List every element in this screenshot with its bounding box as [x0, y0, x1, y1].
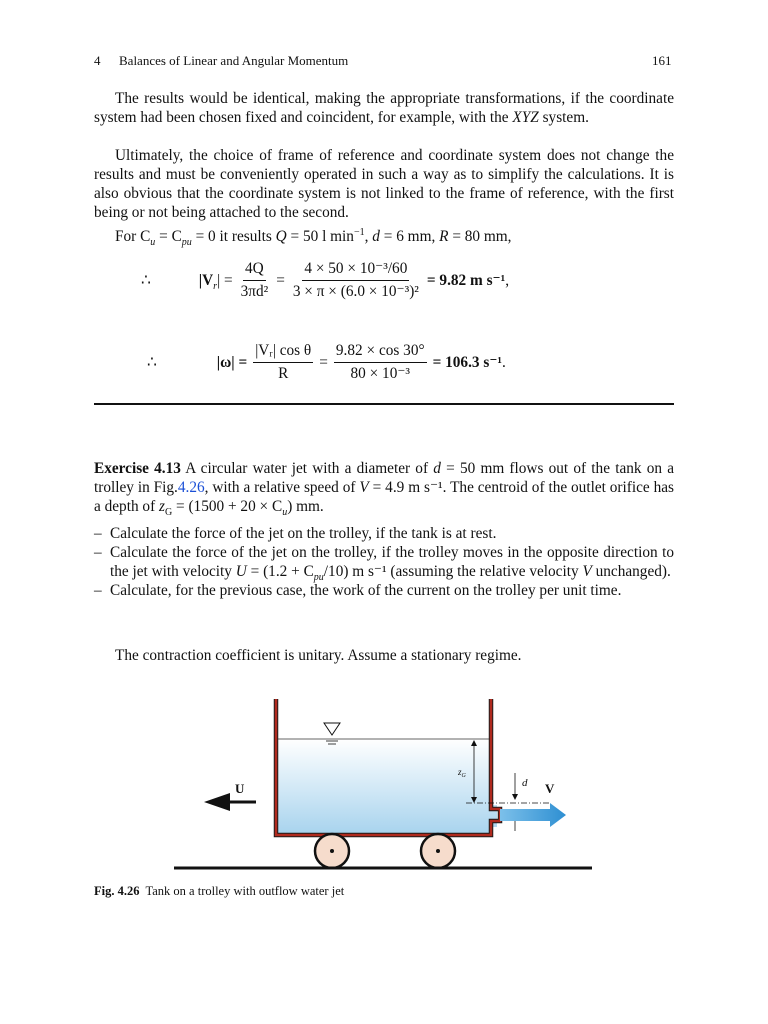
running-header: [94, 53, 348, 69]
v-label: V: [545, 781, 555, 796]
task-2-sub: pu: [313, 572, 324, 584]
cu-symbol: C: [140, 228, 151, 245]
section-divider: [94, 403, 674, 405]
zg-sub: G: [164, 507, 173, 519]
task-2-text-d: unchanged).: [595, 563, 671, 580]
r-value: = 80 mm,: [452, 228, 512, 245]
caption-label: Fig. 4.26: [94, 884, 140, 898]
q-exp: −1: [353, 226, 365, 238]
eq1-tail: ,: [505, 271, 510, 289]
eq2-f1-numerator: |Vᵣ| cos θ: [253, 342, 313, 363]
cu-sub: u: [150, 237, 156, 249]
eq2-f1-denominator: R: [278, 365, 289, 382]
tank-trolley-figure: [160, 695, 600, 875]
equation-omega: [147, 342, 506, 383]
chapter-title: Balances of Linear and Angular Momentum: [119, 53, 349, 68]
v-symbol: V: [582, 563, 592, 580]
caption-text: Tank on a trolley with outflow water jet: [145, 884, 345, 898]
eq1-f1-numerator: 4Q: [243, 260, 266, 281]
eq2-equals: =: [319, 353, 328, 371]
chapter-number: 4: [94, 53, 101, 68]
paragraph-1-end: system.: [542, 109, 589, 126]
xyz-symbol: XYZ: [512, 109, 539, 126]
list-item: – Calculate, for the previous case, the work of the current on the trolley per unit time.: [94, 582, 622, 599]
eq2-result: = 106.3 s⁻¹: [432, 354, 502, 371]
zg-sub2: u: [282, 507, 288, 519]
zg-label: $z_G$: [458, 767, 466, 779]
eq1-f1-denominator: 3πd²: [240, 283, 269, 300]
task-list: [94, 524, 674, 600]
therefore-symbol-2: ∴: [147, 354, 157, 371]
eq2-fraction-numeric: [334, 342, 427, 383]
water-jet: [500, 803, 566, 827]
closing-statement: The contraction coefficient is unitary. Assume a stationary regime.: [115, 647, 522, 664]
exercise-v-symbol: V: [359, 479, 369, 496]
exercise-text-b: , with a relative speed of: [204, 479, 356, 496]
given-values: For $C_u = C_{pu} = 0$ it results Q = 50 l $\min^{-1}$, d = 6 mm, R = 80 mm,: [115, 226, 512, 249]
u-arrow: [204, 793, 230, 811]
eq1-lhs: $|V_r|$ =: [198, 271, 233, 292]
zg-symbol: z: [159, 498, 165, 515]
paragraph-1-text: The results would be identical, making the appropriate transformations, if the coordinate system had been chosen fixed and coincident, for example, with the: [94, 90, 674, 126]
eq1-equals: =: [276, 271, 285, 289]
list-item: – Calculate the force of the jet on the trolley, if the trolley moves in the opposite direction to the jet with velocity $U = (1.2 + C_{pu}/10)$ m s⁻¹ (assuming the relative velocity V unchanged).: [94, 544, 674, 584]
equation-vr: [141, 260, 509, 301]
d-value: = 6 mm,: [383, 228, 436, 245]
paragraph-2: [94, 146, 674, 222]
eq2-lhs: |ω| =: [216, 353, 248, 371]
exercise-statement: [94, 459, 675, 519]
paragraph-1: [94, 89, 674, 127]
given-zero: = 0 it results: [195, 228, 272, 245]
eq1-f2-denominator: 3 × π × (6.0 × 10⁻³)²: [292, 283, 419, 300]
cpu-symbol: C: [171, 228, 182, 245]
page-number: 161: [652, 53, 672, 68]
task-3-text: Calculate, for the previous case, the work of the current on the trolley per unit time.: [110, 582, 622, 599]
exercise-d-symbol: d: [433, 460, 441, 477]
eq1-f2-numerator: 4 × 50 × 10⁻³/60: [302, 260, 409, 281]
u-label: U: [235, 781, 245, 796]
eq1-fraction-numeric: [291, 260, 421, 301]
zg-eq: = (1500 + 20 × C: [176, 498, 283, 515]
task-1-text: Calculate the force of the jet on the trolley, if the tank is at rest.: [110, 525, 497, 542]
eq1-fraction-symbolic: [239, 260, 271, 301]
eq2-f2-denominator: 80 × 10⁻³: [350, 365, 411, 382]
cpu-sub: pu: [181, 237, 192, 249]
water-body: [278, 739, 497, 833]
free-surface-symbol: [324, 723, 340, 744]
given-eq: =: [159, 228, 168, 245]
exercise-label: Exercise 4.13: [94, 460, 181, 477]
d-label: d: [522, 777, 528, 789]
wheel-right: [421, 834, 455, 868]
figure-caption: [94, 884, 344, 899]
u-symbol: U: [235, 563, 247, 580]
wheel-left: [315, 834, 349, 868]
r-symbol: R: [439, 228, 449, 245]
therefore-symbol: ∴: [141, 272, 151, 289]
figure-reference-link[interactable]: 4.26: [177, 479, 205, 496]
eq1-result: = 9.82 m s⁻¹: [426, 272, 506, 289]
q-symbol: Q: [275, 228, 287, 245]
eq2-fraction-symbolic: [253, 342, 313, 383]
eq2-tail: .: [502, 353, 506, 371]
exercise-d-eq: = 50 mm flows out of the tank on a trolley in Fig.: [94, 460, 675, 496]
task-2-text-a: Calculate the force of the jet on the trolley, if the trolley moves in the opposite direction to the jet with velocity: [110, 544, 674, 580]
exercise-text-a: A circular water jet with a diameter of: [185, 460, 429, 477]
paragraph-2-text: Ultimately, the choice of frame of reference and coordinate system does not change the results and must be conveniently operated in such a way as to simplify the calculations. It is also obvious that the coordinate system is not linked to the frame of reference, with the first being or not being attached to the second.: [94, 147, 674, 221]
given-prefix: For: [115, 228, 137, 245]
task-2-text-c: /10) m s⁻¹ (assuming the relative velocity: [323, 563, 579, 580]
eq2-f2-numerator: 9.82 × cos 30°: [334, 342, 427, 363]
exercise-v-eq: = 4.9 m s⁻¹. The centroid of the outlet orifice has a depth of: [94, 479, 674, 515]
list-item: – Calculate the force of the jet on the trolley, if the tank is at rest.: [94, 525, 497, 542]
d-symbol: d: [372, 228, 380, 245]
q-value: = 50 l min: [290, 228, 354, 245]
zg-end: ) mm.: [287, 498, 324, 515]
task-2-text-b: = (1.2 + C: [250, 563, 314, 580]
